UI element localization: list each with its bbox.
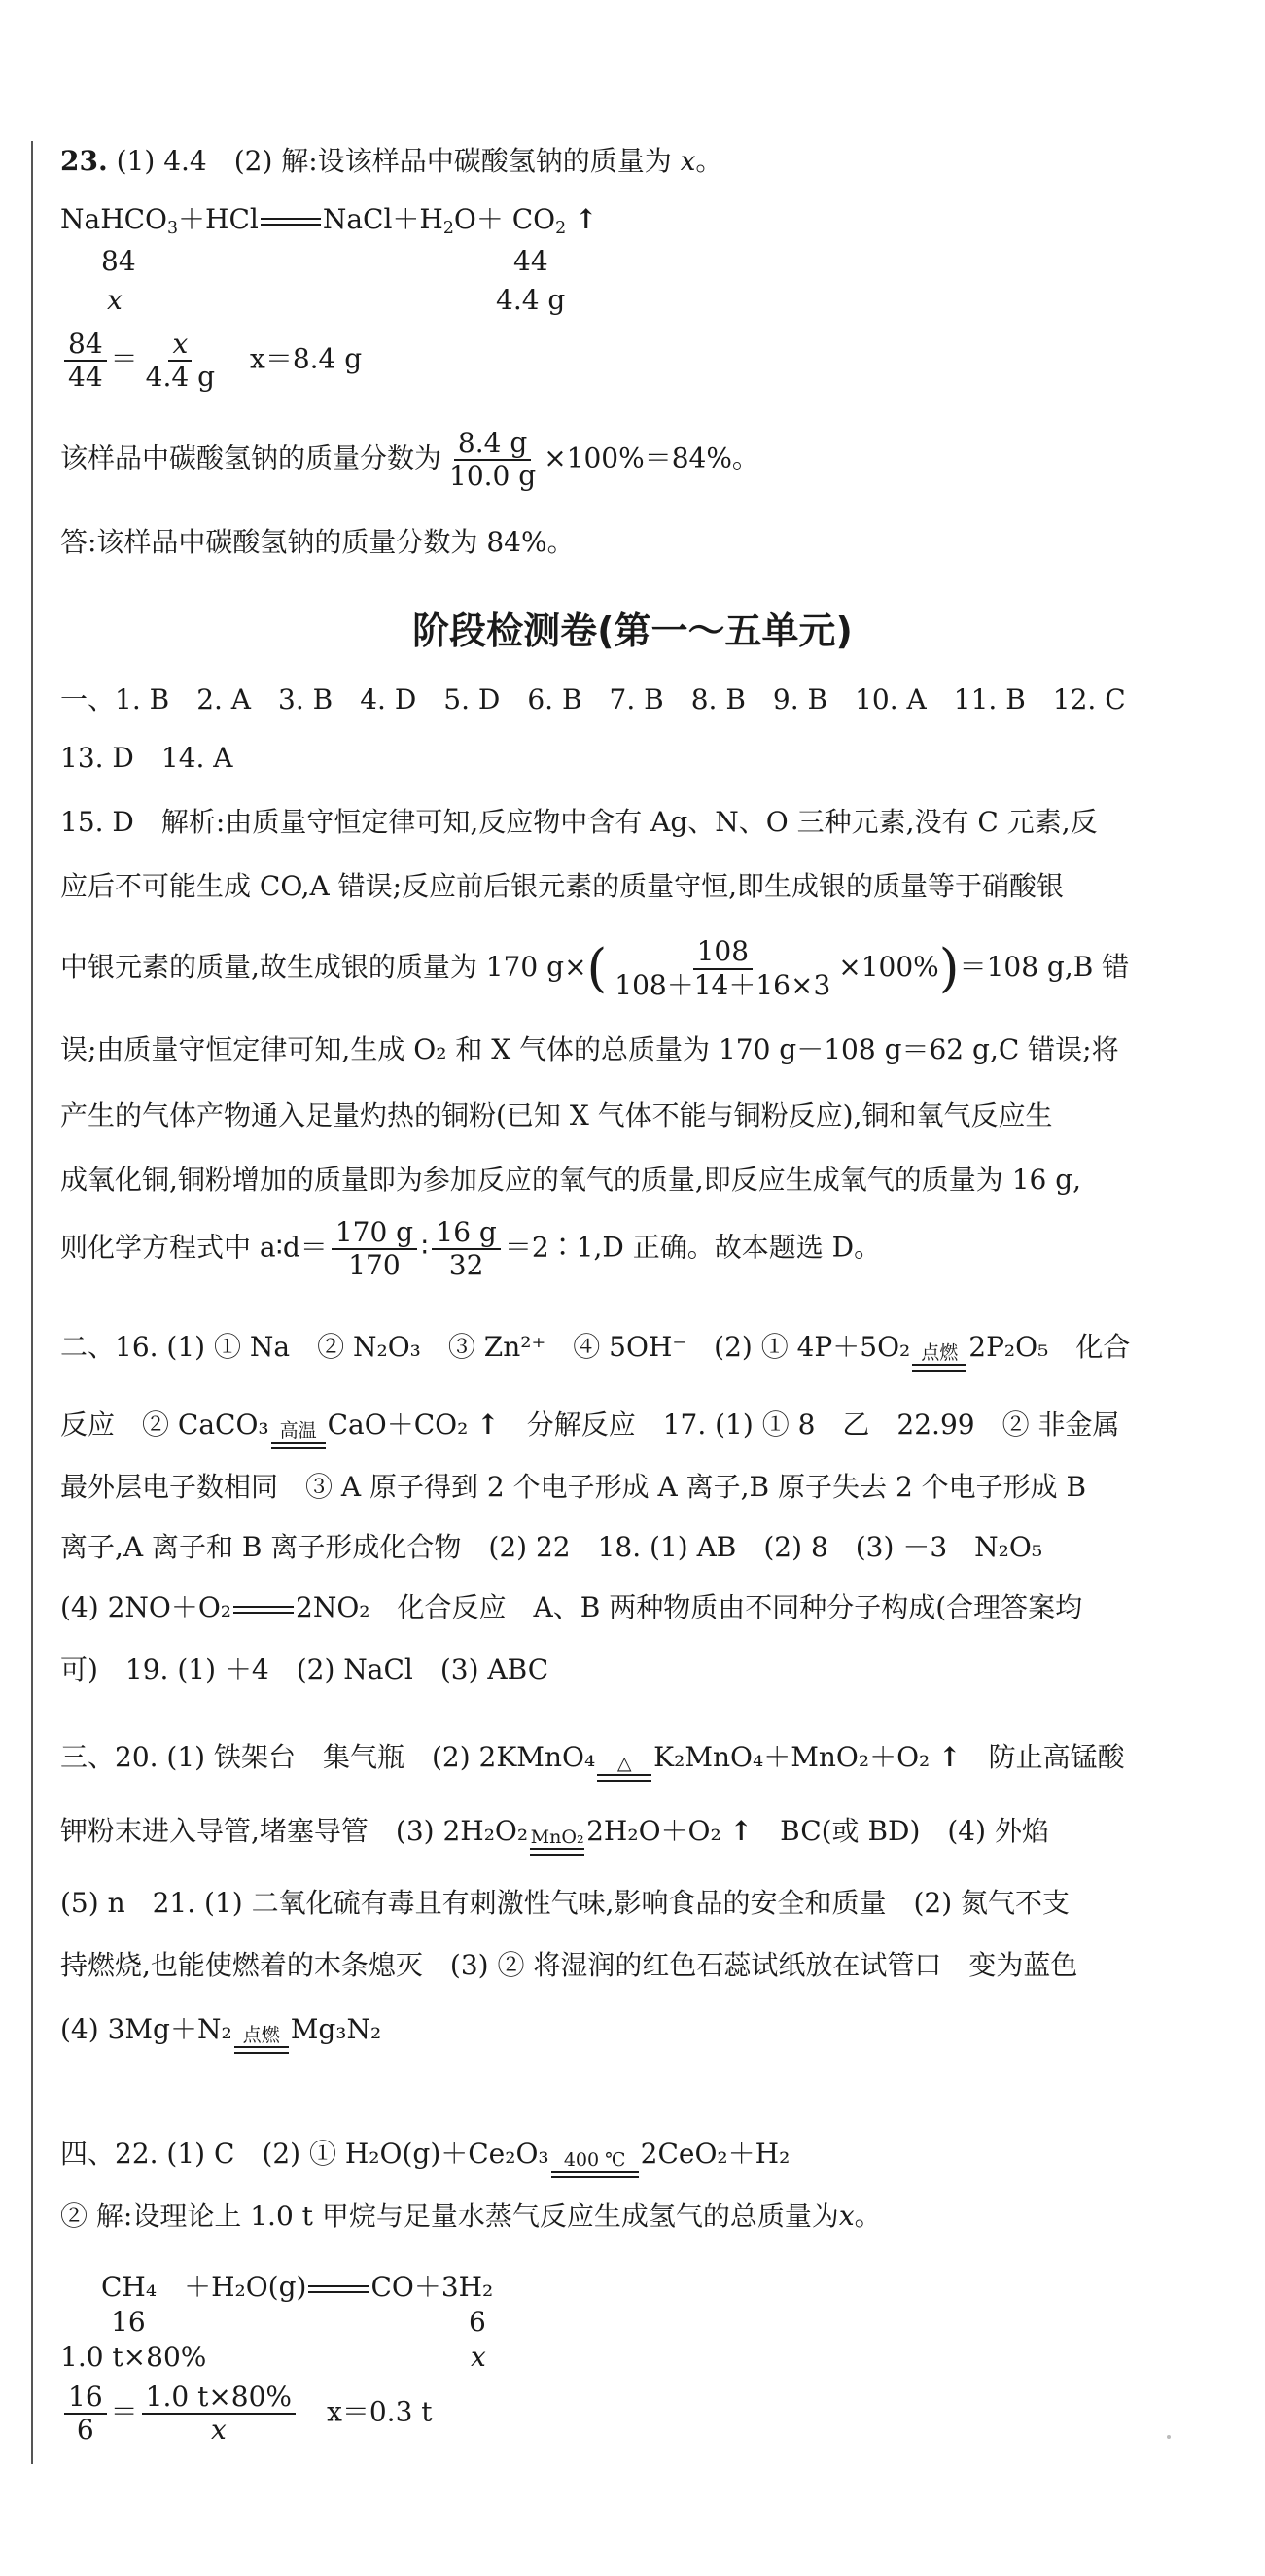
s2-l2-mid: CaO＋CO₂	[327, 1409, 469, 1441]
q23-percent	[60, 428, 1197, 492]
q23-line1	[60, 144, 1197, 179]
q15-line5: 产生的气体产物通入足量灼热的铜粉(已知 X 气体不能与铜粉反应),铜和氧气反应生	[60, 1099, 1053, 1131]
frac-num: 16	[64, 2382, 107, 2415]
s3-l2-pre: 钾粉末进入导管,堵塞导管 (3) 2H₂O₂	[60, 1815, 529, 1847]
mass-44: 44	[513, 245, 548, 277]
q15-l7-post: ＝2∶1,D 正确。故本题选 D。	[504, 1231, 882, 1264]
q15-l3-post: ＝108 g,B 错	[959, 951, 1130, 984]
cond-text: 点燃	[242, 2024, 280, 2046]
q23-tail: 。	[695, 145, 723, 177]
frac-den: x	[210, 2414, 227, 2447]
s3-l2-post: 2H₂O＋O₂	[586, 1815, 721, 1847]
condition-equals	[597, 1754, 651, 1782]
page-title: 阶段检测卷(第一～五单元)	[412, 609, 853, 652]
s4-tail: 。	[854, 2200, 882, 2232]
gas-arrow-icon: ↑	[729, 1815, 754, 1847]
q23-text: (1) 4.4 (2) 解:设该样品中碳酸氢钠的质量为	[116, 145, 672, 177]
s2-l5-post: 2NO₂ 化合反应 A、B 两种物质由不同种分子构成(合理答案均	[296, 1591, 1083, 1623]
q23-proportion: $\frac{84}{44}$ ＝ $\frac{x}{4.4 g}$ x＝8.4 g	[60, 329, 1197, 393]
frac-num: 16 g	[432, 1217, 500, 1250]
s4-line1	[60, 2137, 1197, 2178]
s4-l2-pre: ② 解:设理论上 1.0 t 甲烷与足量水蒸气反应生成氢气的总质量为	[60, 2200, 839, 2232]
s2-l5-pre: (4) 2NO＋O₂	[60, 1591, 232, 1623]
condition-equals	[912, 1343, 966, 1372]
mass-x2: x	[471, 2341, 486, 2373]
frac-den: 6	[76, 2414, 94, 2447]
cond-text: 高温	[279, 1419, 317, 1442]
s3-l5-post: Mg₃N₂	[290, 2013, 382, 2045]
s3-l1-pre: 三、20. (1) 铁架台 集气瓶 (2) 2KMnO₄	[60, 1741, 596, 1773]
fraction	[611, 936, 834, 1000]
frac-num: 8.4 g	[454, 428, 531, 461]
s2-l1-post: 2P₂O₅ 化合	[968, 1331, 1131, 1363]
s4-eq-left: CH₄ ＋H₂O(g)	[101, 2271, 307, 2303]
s2-l1-pre: 二、16. (1) ① Na ② N₂O₃ ③ Zn²⁺ ④ 5OH⁻ (2) ① 4P＋5O₂	[60, 1331, 911, 1363]
frac-num: 108	[693, 936, 753, 969]
q15-line7	[60, 1217, 1197, 1281]
frac-num: 84	[64, 329, 107, 362]
s3-line2	[60, 1814, 1197, 1856]
q15-line2: 应后不可能生成 CO,A 错误;反应前后银元素的质量守恒,即生成银的质量等于硝酸银	[60, 870, 1064, 902]
q23-var: x	[680, 145, 696, 177]
q23-result: x＝8.4 g	[250, 342, 363, 375]
fraction	[332, 1217, 417, 1281]
condition-equals	[551, 2150, 639, 2178]
s3-l5-pre: (4) 3Mg＋N₂	[60, 2013, 232, 2045]
condition-equals	[271, 1421, 326, 1449]
s2-line4: 离子,A 离子和 B 离子形成化合物 (2) 22 18. (1) AB (2) 8 (3) －3 N₂O₅	[60, 1531, 1043, 1563]
cond-text: MnO₂	[530, 1826, 584, 1848]
mass-1t: 1.0 t×80%	[60, 2341, 207, 2373]
eq-hcl: ＋HCl	[178, 203, 259, 235]
s2-line1	[60, 1330, 1197, 1372]
s1-line1: 一、1. B 2. A 3. B 4. D 5. D 6. B 7. B 8. B 9. B 10. A 11. B 12. C	[60, 683, 1126, 715]
frac-den: 10.0 g	[449, 460, 537, 493]
mass-44g: 4.4 g	[496, 284, 566, 316]
s3-line4: 持燃烧,也能使燃着的木条熄灭 (3) ② 将湿润的红色石蕊试纸放在试管口 变为蓝色	[60, 1949, 1078, 1981]
mass-6: 6	[469, 2306, 486, 2338]
q23-number: 23.	[60, 145, 108, 177]
percent-prefix: 该样品中碳酸氢钠的质量分数为	[60, 441, 442, 474]
s4-l1-post: 2CeO₂＋H₂	[640, 2138, 791, 2170]
frac-den: 32	[448, 1249, 484, 1282]
s4-result: x＝0.3 t	[327, 2395, 433, 2428]
s2-line5	[60, 1590, 1197, 1625]
gas-arrow-icon: ↑	[938, 1741, 962, 1773]
s4-line2	[60, 2199, 1197, 2234]
frac-num: 170 g	[332, 1217, 417, 1250]
fraction	[432, 1217, 500, 1281]
s4-var: x	[838, 2200, 855, 2232]
eq-right2: O＋ CO	[453, 203, 556, 235]
s3-line3: (5) n 21. (1) 二氧化硫有毒且有刺激性气味,影响食品的安全和质量 (2) 氮气不支	[60, 1887, 1071, 1919]
scan-speck	[1167, 2435, 1171, 2439]
cond-text: 点燃	[921, 1341, 959, 1364]
s2-line3: 最外层电子数相同 ③ A 原子得到 2 个电子形成 A 离子,B 原子失去 2 个电子形成 B	[60, 1471, 1087, 1503]
cond-text: △	[616, 1752, 632, 1774]
s3-l1-tail: 防止高锰酸	[988, 1741, 1125, 1773]
equals-sign	[233, 1606, 294, 1614]
s1-line2: 13. D 14. A	[60, 742, 233, 774]
q15-line6: 成氧化铜,铜粉增加的质量即为参加反应的氧气的质量,即反应生成氧气的质量为 16 g,	[60, 1164, 1082, 1196]
s3-line5	[60, 2012, 1197, 2054]
mass-84: 84	[101, 245, 136, 277]
frac-num: 1.0 t×80%	[142, 2382, 296, 2415]
frac-den: 44	[68, 361, 103, 394]
s4-proportion: $\frac{16}{6}$ ＝ $\frac{1.0 t\times 80\%}{x}$ x＝0.3 t	[60, 2382, 1197, 2446]
q15-line4: 误;由质量守恒定律可知,生成 O₂ 和 X 气体的总质量为 170 g－108 g＝62 g,C 错误;将	[60, 1033, 1119, 1065]
frac-den: 108＋14＋16×3	[615, 968, 831, 1001]
s2-line2	[60, 1408, 1197, 1449]
equals-sign	[261, 218, 321, 226]
margin-line	[31, 141, 33, 2464]
mass-16: 16	[111, 2306, 146, 2338]
condition-equals	[234, 2026, 289, 2054]
condition-equals	[530, 1828, 584, 1856]
fraction	[64, 2382, 107, 2446]
q15-l3-mid: ×100%	[838, 951, 939, 984]
cond-text: 400 ℃	[563, 2148, 626, 2171]
gas-arrow-icon: ↑	[476, 1409, 500, 1441]
fraction	[142, 329, 219, 393]
s3-l1-post: K₂MnO₄＋MnO₂＋O₂	[653, 1741, 931, 1773]
s4-equation	[101, 2270, 1197, 2305]
q15-line3: 中银元素的质量,故生成银的质量为 170 g×( $\frac{108}{108+14+16\times 3}$ ×100%)＝108 g,B 错	[60, 935, 1130, 1001]
ratio-colon: ∶	[421, 1231, 429, 1264]
s4-eq-right: CO＋3H₂	[370, 2271, 494, 2303]
frac-den: 4.4 g	[145, 361, 216, 394]
fraction	[445, 428, 540, 492]
s4-l1-pre: 四、22. (1) C (2) ① H₂O(g)＋Ce₂O₃	[60, 2138, 549, 2170]
q23-equation: NaHCO$_3$＋HCl $NaCl+H_2O+ CO_2$ ↑	[60, 203, 598, 239]
s2-line6: 可) 19. (1) ＋4 (2) NaCl (3) ABC	[60, 1654, 549, 1686]
gas-arrow-icon: ↑	[575, 203, 598, 235]
s2-l2-pre: 反应 ② CaCO₃	[60, 1409, 269, 1441]
s2-l2-post: 分解反应 17. (1) ① 8 乙 22.99 ② 非金属	[526, 1409, 1120, 1441]
percent-tail: ×100%＝84%。	[544, 441, 759, 474]
q15-l7-pre: 则化学方程式中 a∶d＝	[60, 1231, 328, 1264]
fraction	[64, 329, 107, 393]
q15-line1: 15. D 解析:由质量守恒定律可知,反应物中含有 Ag、N、O 三种元素,没有 C 元素,反	[60, 806, 1098, 838]
mass-x: x	[107, 284, 123, 316]
eq-left: NaHCO	[60, 203, 167, 235]
equals-sign	[308, 2285, 369, 2293]
frac-num: x	[168, 329, 192, 362]
eq-right1: NaCl＋H	[322, 203, 443, 235]
q23-answer: 答:该样品中碳酸氢钠的质量分数为 84%。	[60, 526, 575, 558]
q15-l3-pre: 中银元素的质量,故生成银的质量为 170 g×	[60, 951, 587, 984]
s3-line1	[60, 1740, 1197, 1782]
s3-l2-tail: BC(或 BD) (4) 外焰	[780, 1815, 1049, 1847]
fraction	[142, 2382, 296, 2446]
frac-den: 170	[348, 1249, 401, 1282]
